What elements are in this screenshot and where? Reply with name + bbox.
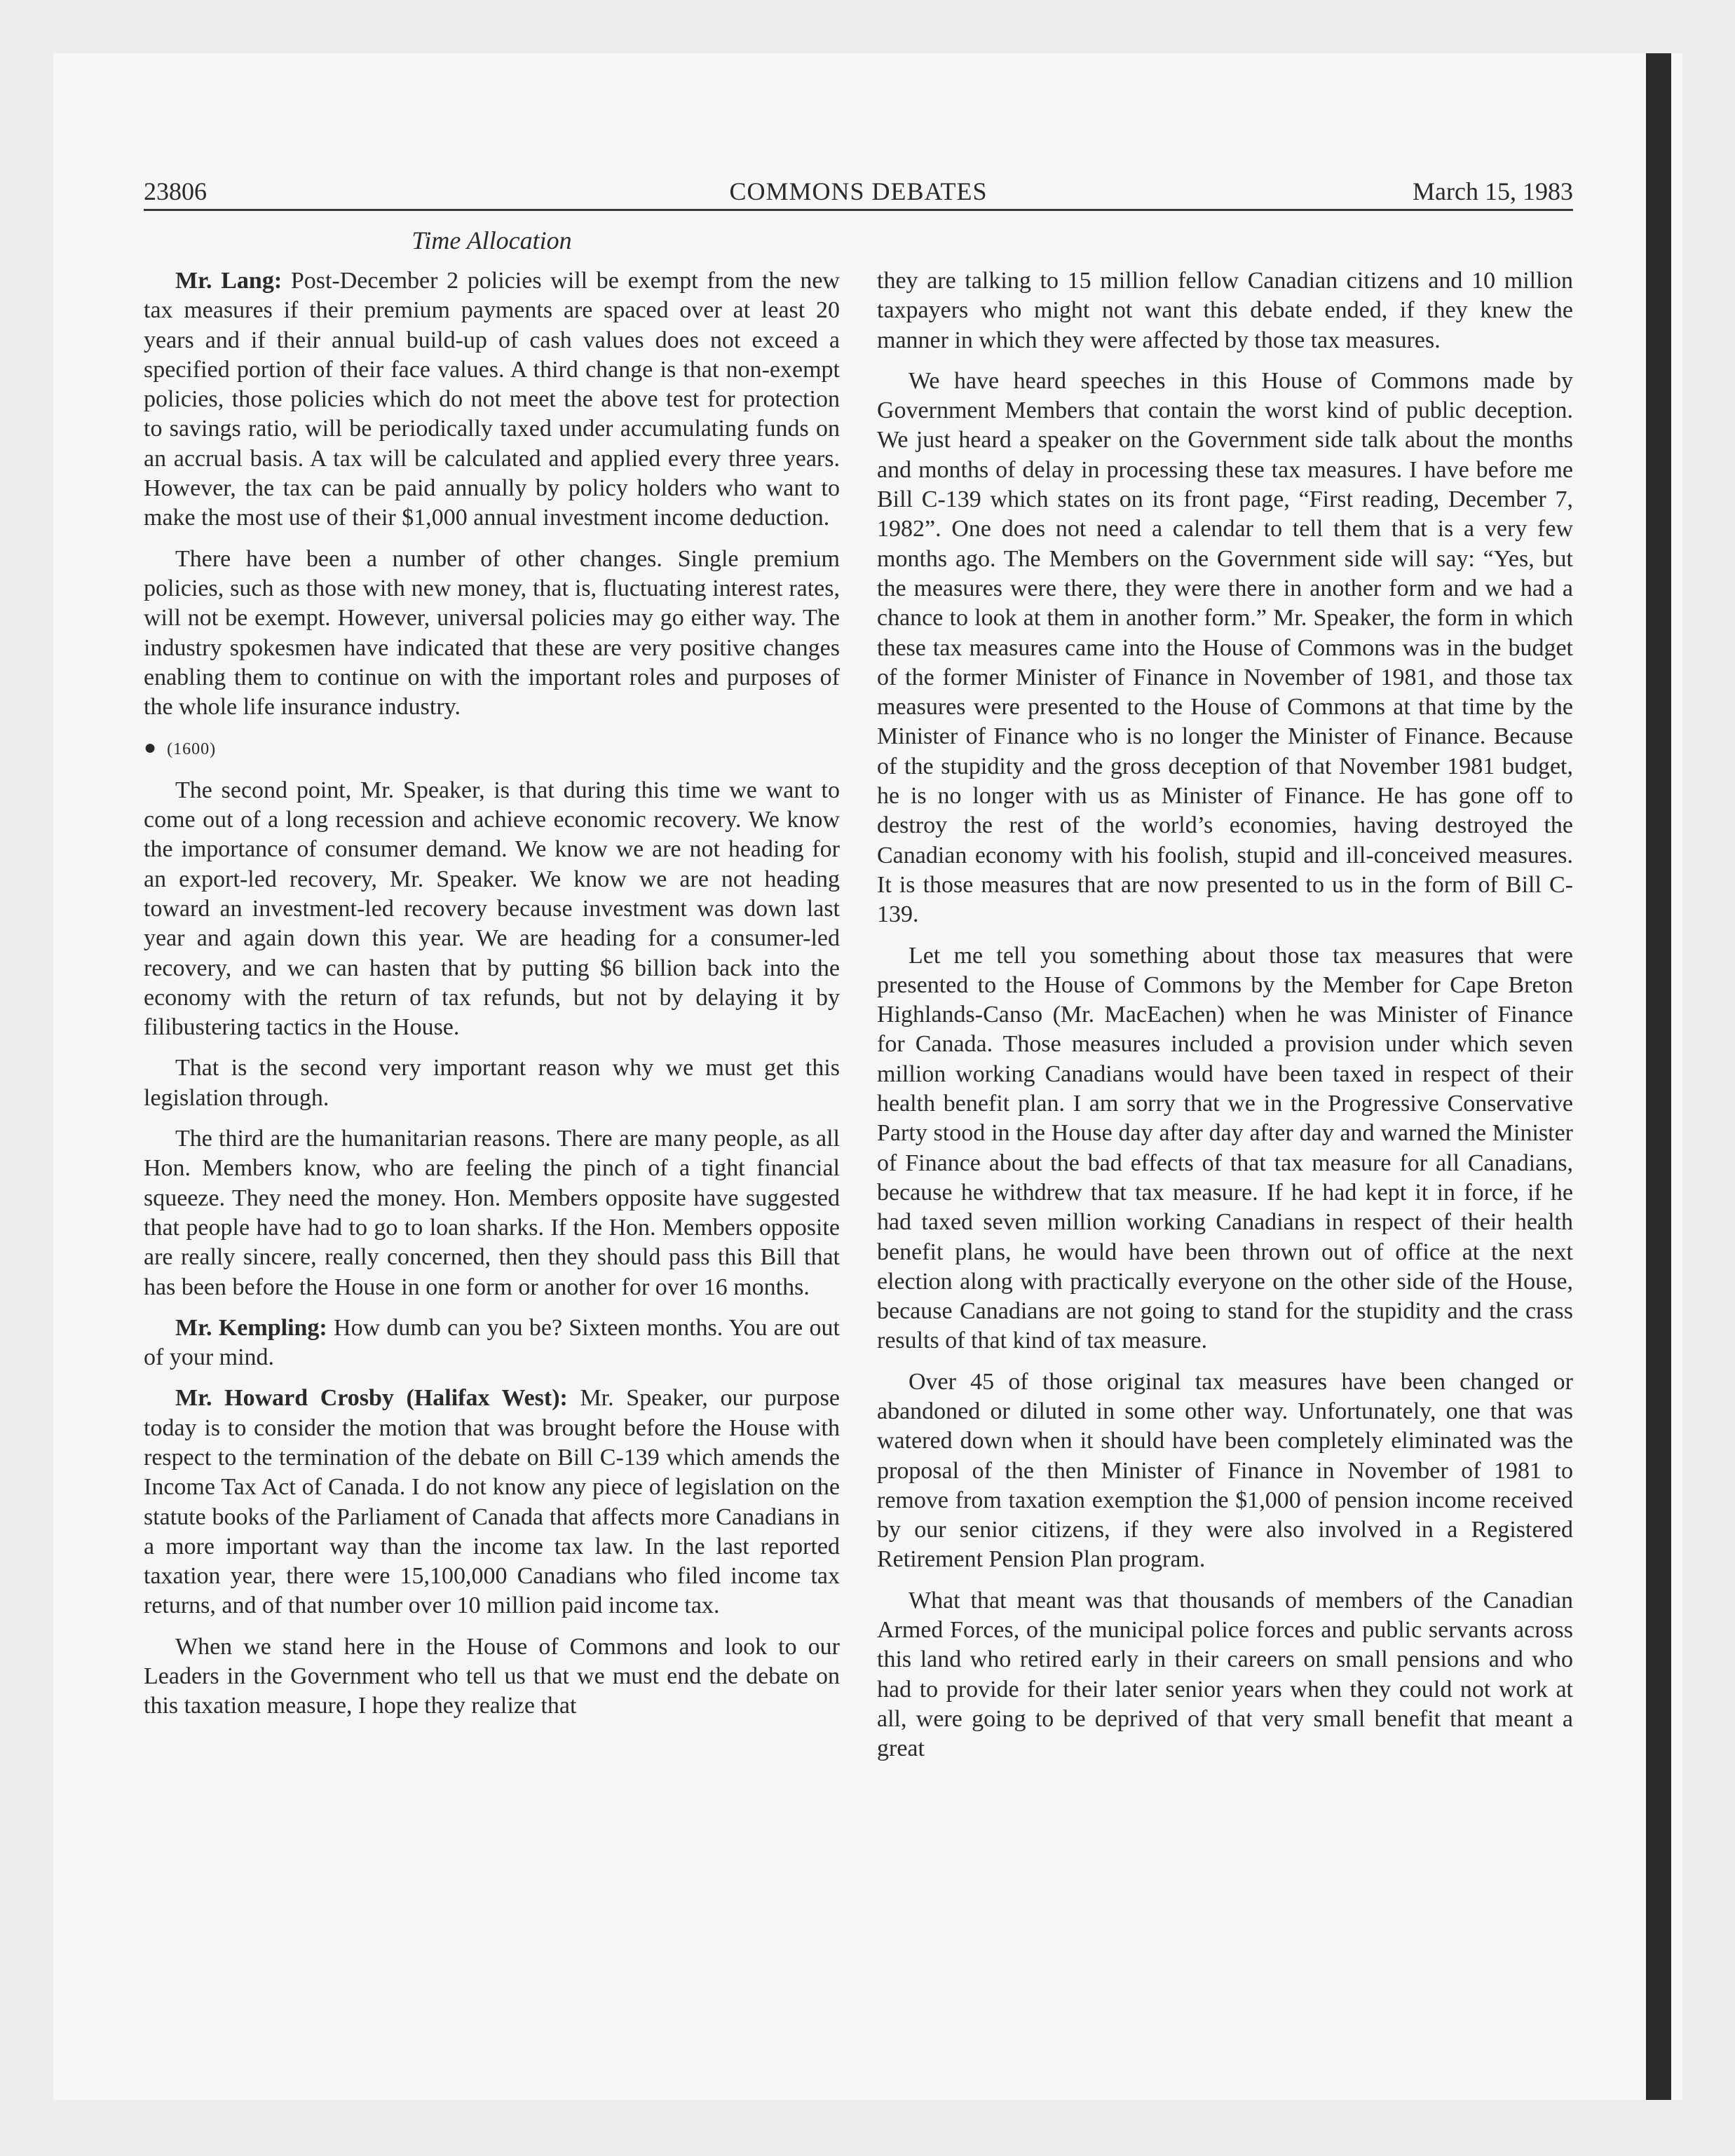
paragraph: Let me tell you something about those tax measures that were presented to the House of Commons by the Member for Cape Breton Highlands-Canso (Mr. MacEachen) when he was Minister of Finance for Canada. Those measures included a provision under which seven million working Canadians would have been taxed in respect of their health benefit plan. I am sorry that we in the Progressive Conservative Party stood in the House day after day after day and warned the Minister of Finance about the bad effects of that tax measure for all Canadians, because he withdrew that tax measure. If he had kept it in force, if he had taxed seven million working Canadians in respect of their health benefit plans, he would have been thrown out of office at the next election along with practically everyone on the other side of the House, because Canadians are not going to stand for the stupidity and the crass results of that kind of tax measure. xyxy=(877,942,1573,1354)
speech-text: Post-December 2 policies will be exempt from the new tax measures if their premium payments are spaced over at least 20 years and if their annual build-up of cash values does not exceed a specified portion of their face values. A third change is that non-exempt policies, those policies which do not meet the above test for protection to savings ratio, will be periodically taxed under accumulating funds on an accrual basis. A tax will be calculated and applied every three years. However, the tax can be paid annually by policy holders who want to make the most use of their $1,000 annual investment income deduction. xyxy=(144,268,840,531)
paragraph: When we stand here in the House of Commons and look to our Leaders in the Government who tell us that we must end the debate on this taxation measure, I hope they realize that xyxy=(144,1633,840,1719)
speaker-name: Mr. Kempling: xyxy=(175,1314,327,1341)
paragraph: The second point, Mr. Speaker, is that during this time we want to come out of a long recession and achieve economic recovery. We know the importance of consumer demand. We know we are not heading for an export-led recovery, Mr. Speaker. We know we are not heading toward an investment-led recovery because investment was down last year and again down this year. We are heading for a consumer-led recovery, and we can hasten that by putting $6 billion back into the economy with the return of tax refunds, but not by delaying it by filibustering tactics in the House. xyxy=(144,777,840,1041)
time-stamp: (1600) xyxy=(167,740,217,759)
time-marker xyxy=(144,733,840,764)
section-title: Time Allocation xyxy=(411,226,572,254)
paragraph: Over 45 of those original tax measures have been changed or abandoned or diluted in some other way. Unfortunately, one that was watered down when it should have been completely eliminated was the proposal of the then Minister of Finance in November of 1981 to remove from taxation exemption the $1,000 of pension income received by our senior citizens, if they were also involved in a Registered Retirement Pension Plan program. xyxy=(877,1368,1573,1573)
paragraph xyxy=(144,1314,840,1373)
left-column xyxy=(144,266,840,1733)
page-header xyxy=(144,174,1573,211)
speech-text: Mr. Speaker, our purpose today is to consider the motion that was brought before the House with respect to the termination of the debate on Bill C-139 which amends the Income Tax Act of Canada. I do not know any piece of legislation on the statute books of the Parliament of Canada that affects more Canadians in a more important way than the income tax law. In the last reported taxation year, there were 15,100,000 Canadians who filed income tax returns, and of that number over 10 million paid income tax. xyxy=(144,1385,840,1619)
scan-edge-bar xyxy=(1646,53,1671,2100)
paragraph: There have been a number of other changes. Single premium policies, such as those with new money, that is, fluctuating interest rates, will not be exempt. However, universal policies may go either way. The industry spokesmen have indicated that these are very positive changes enabling them to continue on with the important roles and purposes of the whole life insurance industry. xyxy=(144,545,840,721)
paragraph: they are talking to 15 million fellow Canadian citizens and 10 million taxpayers who might not want this debate ended, if they knew the manner in which they were affected by those tax measures. xyxy=(877,268,1573,353)
right-column xyxy=(877,266,1573,1775)
paragraph: The third are the humanitarian reasons. There are many people, as all Hon. Members know, who are feeling the pinch of a tight financial squeeze. They need the money. Hon. Members opposite have suggested that people have had to go to loan sharks. If the Hon. Members opposite are really sincere, really concerned, then they should pass this Bill that has been before the House in one form or another for over 16 months. xyxy=(144,1126,840,1300)
page-number: 23806 xyxy=(144,177,207,205)
paragraph: We have heard speeches in this House of Commons made by Government Members that contain the worst kind of public deception. We just heard a speaker on the Government side talk about the months and months of delay in processing these tax measures. I have before me Bill C-139 which states on its front page, “First reading, December 7, 1982”. One does not need a calendar to tell them that is a very few months ago. The Members on the Government side will say: “Yes, but the measures were there, they were there in another form and we had a chance to look at them in another form.” Mr. Speaker, the form in which these tax measures came into the House of Commons was in the budget of the former Minister of Finance in November of 1981, and those tax measures were presented to the House of Commons at that time by the Minister of Finance who is no longer the Minister of Finance. Because of the stupidity and the gross deception of that November 1981 budget, he is no longer with us as Minister of Finance. He has gone off to destroy the rest of the world’s economies, having destroyed the Canadian economy with his foolish, stupid and ill-conceived measures. It is those measures that are now presented to us in the form of Bill C-139. xyxy=(877,367,1573,928)
paragraph: What that meant was that thousands of members of the Canadian Armed Forces, of the municipal police forces and public servants across this land who retired early in their careers on small pensions and who had to provide for their later senior years when they could not work at all, were going to be deprived of that very small benefit that meant a great xyxy=(877,1587,1573,1762)
speech-text: How dumb can you be? Sixteen months. You are out of your mind. xyxy=(144,1314,840,1371)
bullet-icon: ● xyxy=(144,736,158,760)
speaker-name: Mr. Lang: xyxy=(175,268,283,294)
paragraph: That is the second very important reason why we must get this legislation through. xyxy=(144,1055,840,1111)
speaker-name: Mr. Howard Crosby (Halifax West): xyxy=(175,1385,568,1412)
paragraph xyxy=(144,266,840,533)
publication-title: COMMONS DEBATES xyxy=(729,177,988,205)
publication-date: March 15, 1983 xyxy=(1413,177,1573,205)
paragraph xyxy=(144,1384,840,1621)
